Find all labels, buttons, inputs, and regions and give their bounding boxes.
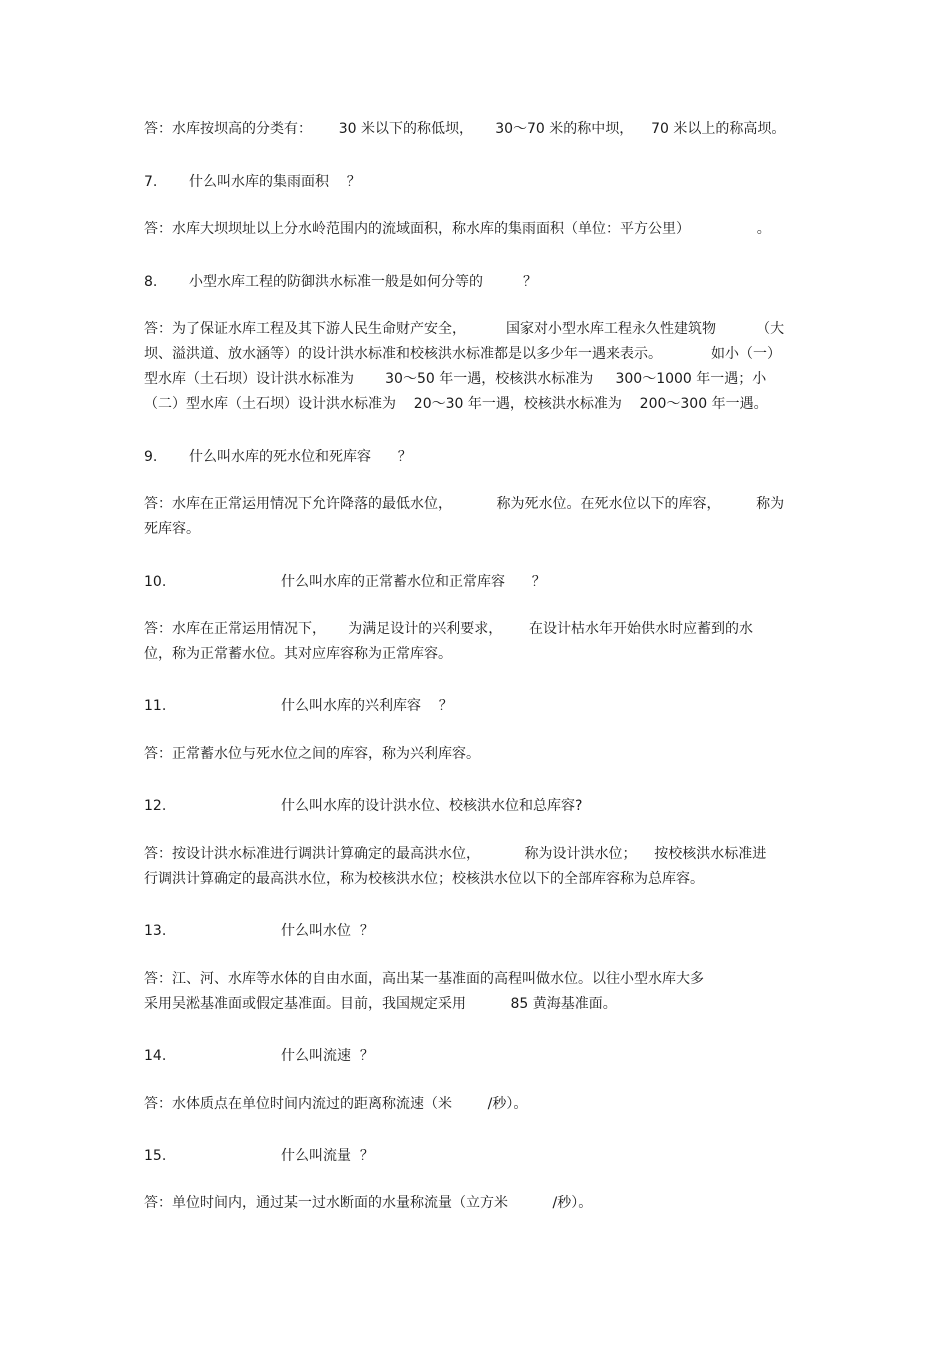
question-number: 10. (144, 574, 167, 590)
answer-line: 型水库（土石坝）设计洪水标准为 30～50 年一遇，校核洪水标准为 300～1000 年一遇；小 (144, 371, 767, 387)
answer-line: 死库容。 (144, 521, 200, 537)
answer-line: 答：水库在正常运用情况下， 为满足设计的兴利要求， 在设计枯水年开始供水时应蓄到的水 (144, 621, 753, 637)
question-line (144, 1146, 802, 1166)
question-line (144, 447, 802, 467)
question-line (144, 696, 802, 716)
question-number: 14. (144, 1048, 167, 1064)
question-number: 11. (144, 698, 167, 714)
answer-line: 采用吴淞基准面或假定基准面。目前，我国规定采用 85 黄海基准面。 (144, 996, 617, 1012)
question-text: 什么叫流量 ？ (281, 1148, 374, 1164)
answer-line: 位，称为正常蓄水位。其对应库容称为正常库容。 (144, 646, 452, 662)
question-text: 什么叫水位 ？ (281, 923, 374, 939)
question-text: 什么叫水库的设计洪水位、校核洪水位和总库容? (281, 798, 583, 814)
question-number: 15. (144, 1148, 167, 1164)
answer-line: 答：水库按坝高的分类有： 30 米以下的称低坝， 30～70 米的称中坝， 70 米以上的称高坝。 (144, 121, 786, 137)
question-number: 8. (144, 274, 158, 290)
question-line (144, 796, 802, 816)
question-number: 12. (144, 798, 167, 814)
answer-line: 行调洪计算确定的最高洪水位，称为校核洪水位；校核洪水位以下的全部库容称为总库容。 (144, 871, 704, 887)
question-number: 13. (144, 923, 167, 939)
question-text: 什么叫水库的正常蓄水位和正常库容 ？ (281, 574, 546, 590)
question-number: 9. (144, 449, 158, 465)
answer-line: 坝、溢洪道、放水涵等）的设计洪水标准和校核洪水标准都是以多少年一遇来表示。 如小（一） (144, 346, 781, 362)
answer-line: 答：为了保证水库工程及其下游人民生命财产安全， 国家对小型水库工程永久性建筑物 （大 (144, 321, 785, 337)
question-text: 小型水库工程的防御洪水标准一般是如何分等的 ？ (189, 274, 538, 290)
question-line (144, 572, 802, 592)
answer-line: 答：水体质点在单位时间内流过的距离称流速（米 /秒）。 (144, 1096, 528, 1112)
question-text: 什么叫流速 ？ (281, 1048, 374, 1064)
question-text: 什么叫水库的集雨面积 ？ (189, 174, 361, 190)
question-line (144, 172, 802, 192)
question-text: 什么叫水库的兴利库容 ？ (281, 698, 453, 714)
question-line (144, 272, 802, 292)
answer-line: 答：按设计洪水标准进行调洪计算确定的最高洪水位， 称为设计洪水位； 按校核洪水标准进 (144, 846, 767, 862)
answer-line: （二）型水库（土石坝）设计洪水标准为 20～30 年一遇，校核洪水标准为 200～300 年一遇。 (144, 396, 768, 412)
question-line (144, 921, 802, 941)
question-number: 7. (144, 174, 158, 190)
answer-line: 答：江、河、水库等水体的自由水面，高出某一基准面的高程叫做水位。以往小型水库大多 (144, 971, 704, 987)
answer-line: 答：单位时间内，通过某一过水断面的水量称流量（立方米 /秒）。 (144, 1195, 593, 1211)
question-text: 什么叫水库的死水位和死库容 ？ (189, 449, 412, 465)
answer-line: 答：水库大坝坝址以上分水岭范围内的流域面积，称水库的集雨面积（单位：平方公里） 。 (144, 221, 771, 237)
answer-line: 答：水库在正常运用情况下允许降落的最低水位， 称为死水位。在死水位以下的库容， 称为 (144, 496, 785, 512)
question-line (144, 1046, 802, 1066)
answer-line: 答：正常蓄水位与死水位之间的库容，称为兴利库容。 (144, 746, 480, 762)
